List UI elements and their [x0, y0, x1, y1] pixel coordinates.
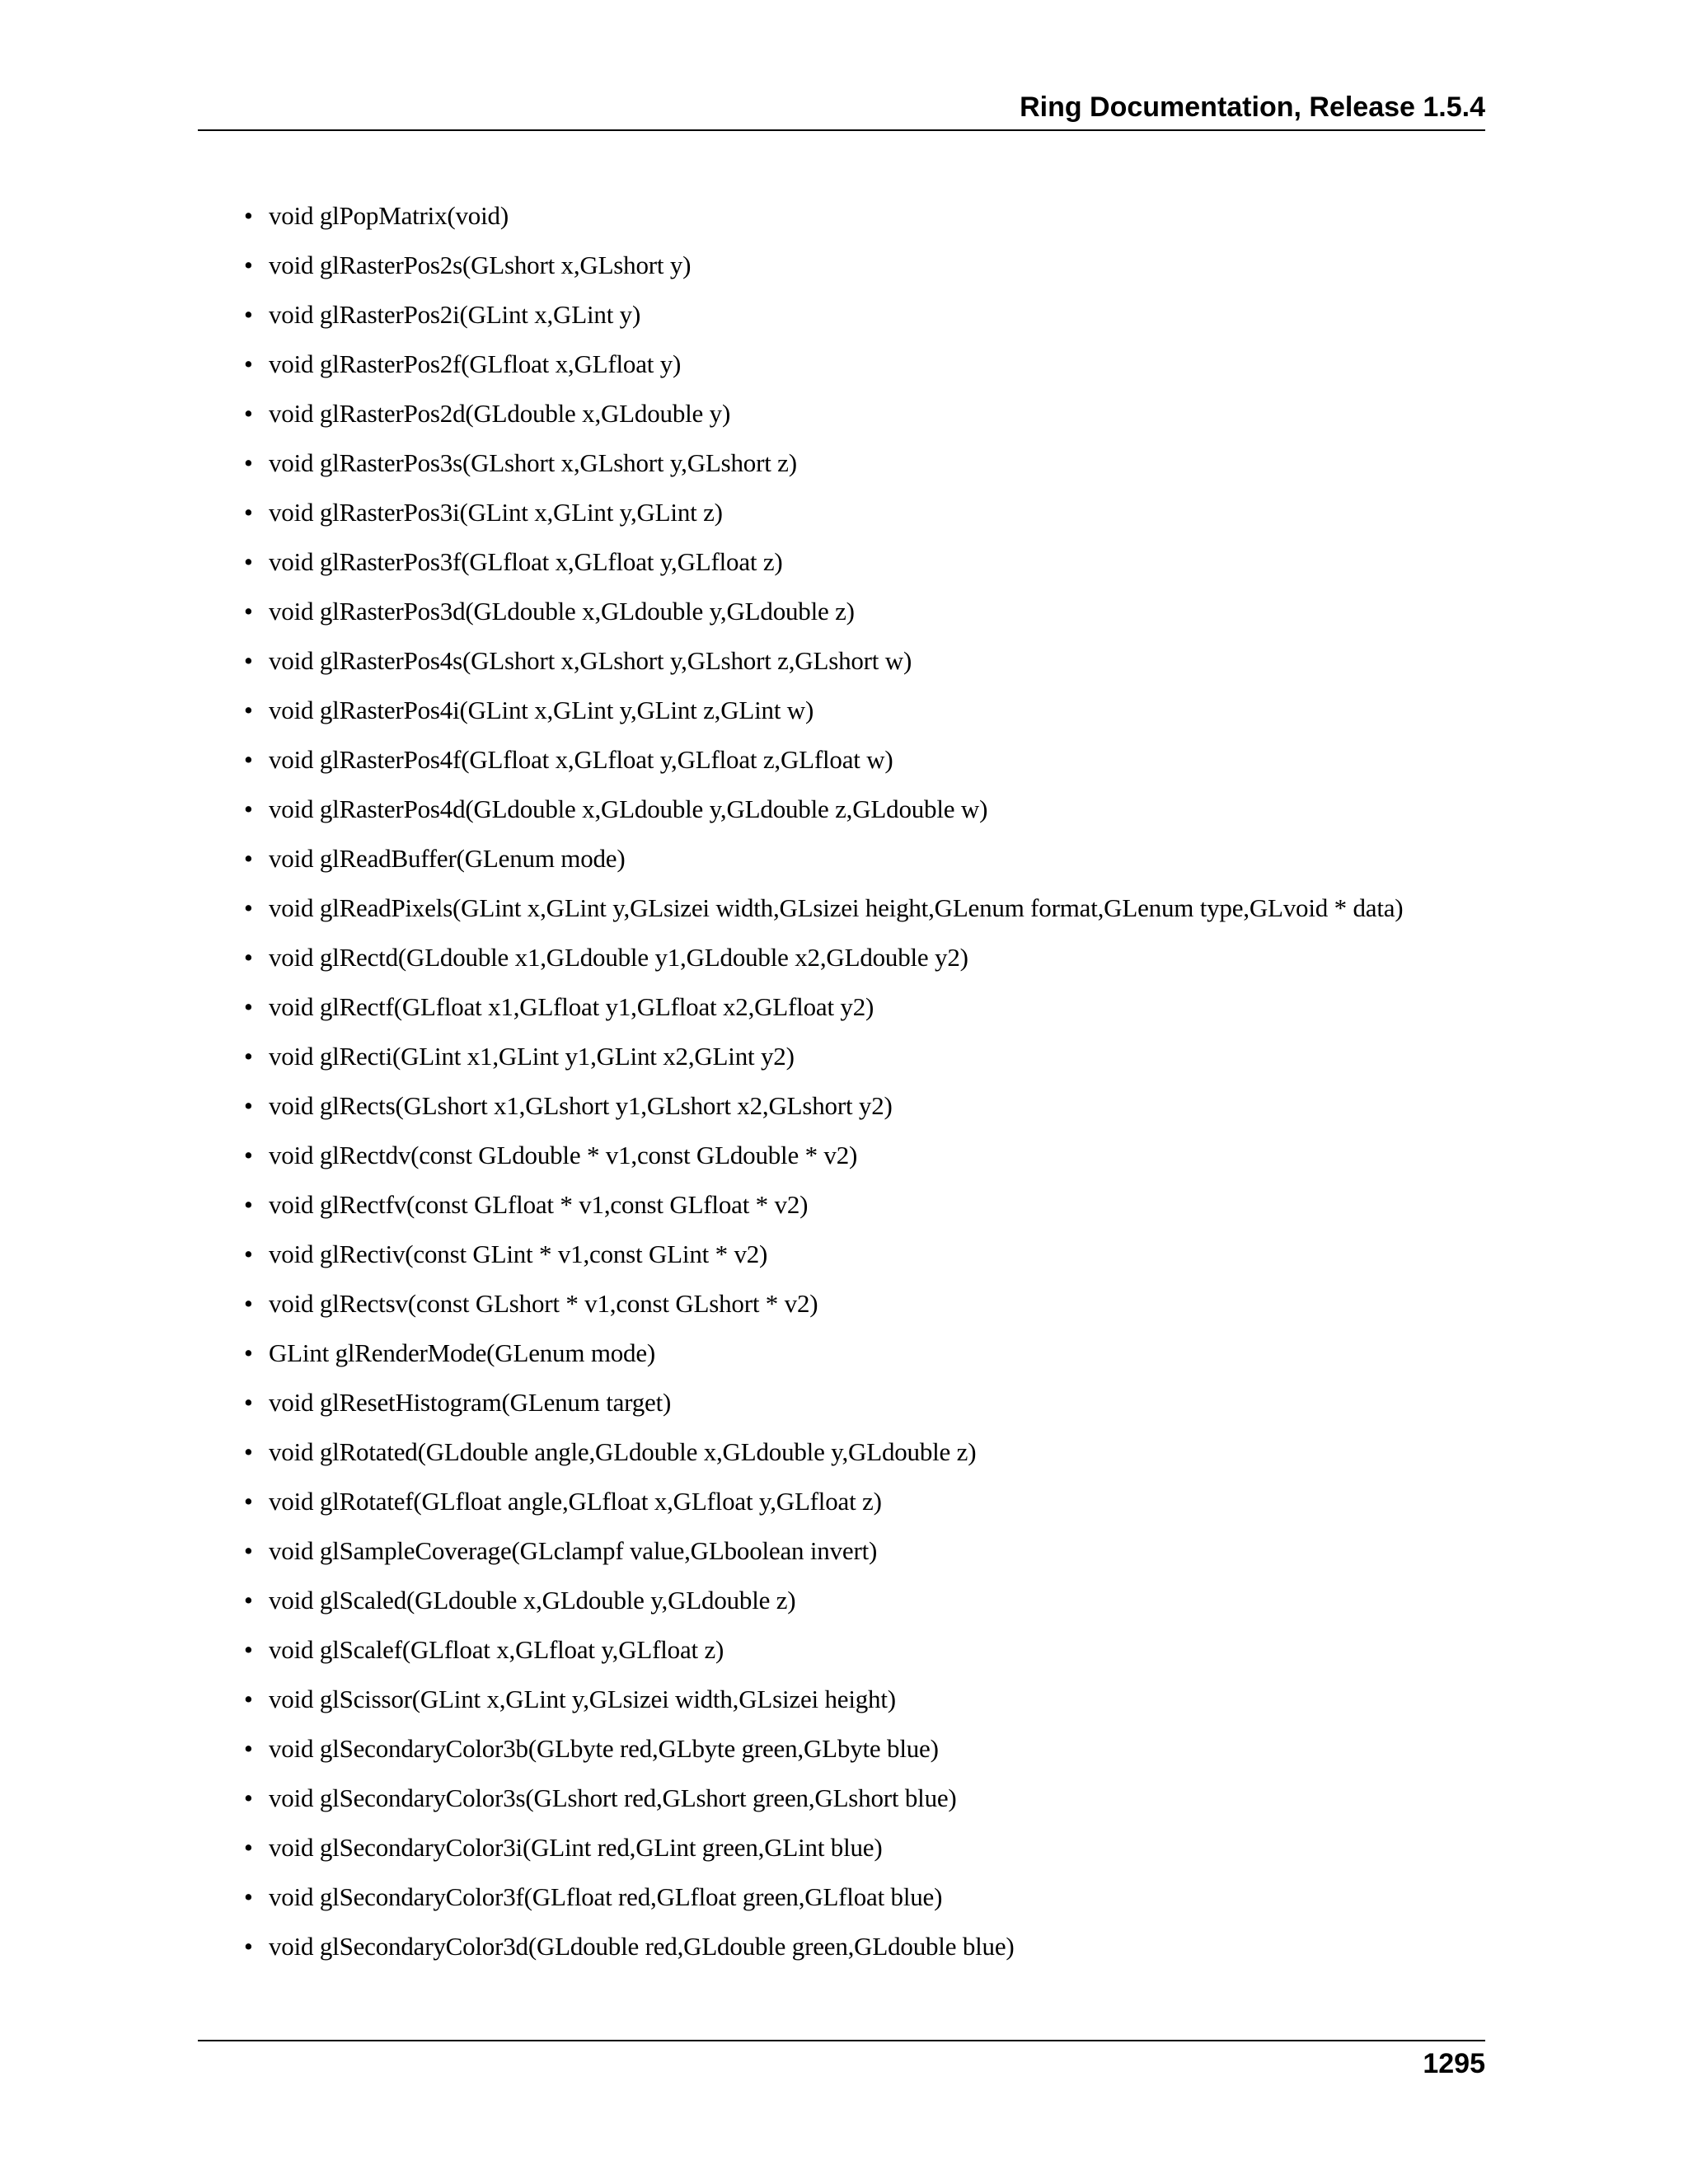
list-item: [244, 443, 1497, 493]
bullet-icon: •: [244, 201, 253, 230]
list-item: [244, 1037, 1497, 1086]
bullet-icon: •: [244, 1042, 253, 1071]
function-signature: void glPopMatrix(void): [269, 201, 509, 230]
header-rule: [198, 129, 1485, 131]
bullet-icon: •: [244, 1734, 253, 1763]
list-item: [244, 1482, 1497, 1531]
bullet-icon: •: [244, 1190, 253, 1219]
bullet-icon: •: [244, 745, 253, 774]
function-signature: void glResetHistogram(GLenum target): [269, 1388, 672, 1417]
list-item: [244, 691, 1497, 740]
function-signature: void glSecondaryColor3i(GLint red,GLint green,GLint blue): [269, 1833, 883, 1862]
bullet-icon: •: [244, 893, 253, 922]
bullet-icon: •: [244, 1091, 253, 1120]
function-signature: void glRasterPos3s(GLshort x,GLshort y,GLshort z): [269, 448, 797, 477]
function-signature: void glRasterPos2s(GLshort x,GLshort y): [269, 251, 692, 279]
bullet-icon: •: [244, 1141, 253, 1169]
function-signature: void glRectd(GLdouble x1,GLdouble y1,GLdouble x2,GLdouble y2): [269, 943, 968, 972]
bullet-icon: •: [244, 448, 253, 477]
bullet-icon: •: [244, 844, 253, 873]
function-signature: void glScalef(GLfloat x,GLfloat y,GLfloat z): [269, 1635, 724, 1664]
list-item: [244, 1136, 1497, 1185]
bullet-icon: •: [244, 1338, 253, 1367]
list-item: [244, 542, 1497, 592]
bullet-icon: •: [244, 498, 253, 527]
list-item: [244, 1680, 1497, 1729]
bullet-icon: •: [244, 1240, 253, 1268]
page-header-title: Ring Documentation, Release 1.5.4: [1020, 91, 1485, 123]
bullet-icon: •: [244, 696, 253, 724]
footer-rule: [198, 2040, 1485, 2041]
function-signature: void glRasterPos3d(GLdouble x,GLdouble y,GLdouble z): [269, 597, 855, 626]
function-signature: void glRectdv(const GLdouble * v1,const GLdouble * v2): [269, 1141, 858, 1169]
function-signature: void glRasterPos2i(GLint x,GLint y): [269, 300, 641, 329]
function-signature: void glRasterPos3i(GLint x,GLint y,GLint z): [269, 498, 723, 527]
function-signature: void glRasterPos4i(GLint x,GLint y,GLint z,GLint w): [269, 696, 814, 724]
function-signature: void glScissor(GLint x,GLint y,GLsizei width,GLsizei height): [269, 1685, 896, 1713]
bullet-icon: •: [244, 349, 253, 378]
function-list: [244, 196, 1497, 1976]
list-item: [244, 493, 1497, 542]
bullet-icon: •: [244, 597, 253, 626]
bullet-icon: •: [244, 1685, 253, 1713]
list-item: [244, 1877, 1497, 1927]
list-item: [244, 344, 1497, 394]
list-item: [244, 1383, 1497, 1432]
function-signature: void glSecondaryColor3f(GLfloat red,GLfloat green,GLfloat blue): [269, 1882, 943, 1911]
bullet-icon: •: [244, 646, 253, 675]
list-item: [244, 839, 1497, 888]
list-item: [244, 592, 1497, 641]
function-signature: void glRectfv(const GLfloat * v1,const GLfloat * v2): [269, 1190, 809, 1219]
bullet-icon: •: [244, 992, 253, 1021]
list-item: [244, 888, 1497, 938]
function-signature: void glRects(GLshort x1,GLshort y1,GLshort x2,GLshort y2): [269, 1091, 893, 1120]
function-signature: void glSecondaryColor3b(GLbyte red,GLbyte green,GLbyte blue): [269, 1734, 939, 1763]
bullet-icon: •: [244, 399, 253, 428]
page-number: 1295: [1423, 2048, 1485, 2079]
list-item: [244, 1779, 1497, 1828]
function-signature: void glRasterPos3f(GLfloat x,GLfloat y,GLfloat z): [269, 547, 783, 576]
function-signature: void glSampleCoverage(GLclampf value,GLboolean invert): [269, 1536, 878, 1565]
function-signature: void glRasterPos4f(GLfloat x,GLfloat y,GLfloat z,GLfloat w): [269, 745, 893, 774]
function-signature: void glRectsv(const GLshort * v1,const GLshort * v2): [269, 1289, 818, 1318]
function-signature: void glReadBuffer(GLenum mode): [269, 844, 626, 873]
list-item: [244, 790, 1497, 839]
function-signature: void glRasterPos2d(GLdouble x,GLdouble y): [269, 399, 731, 428]
list-item: [244, 1630, 1497, 1680]
bullet-icon: •: [244, 300, 253, 329]
list-item: [244, 394, 1497, 443]
list-item: [244, 1333, 1497, 1383]
list-item: [244, 295, 1497, 344]
list-item: [244, 1828, 1497, 1877]
bullet-icon: •: [244, 1882, 253, 1911]
function-signature: void glRasterPos4d(GLdouble x,GLdouble y,GLdouble z,GLdouble w): [269, 794, 988, 823]
bullet-icon: •: [244, 943, 253, 972]
function-signature: void glRotatef(GLfloat angle,GLfloat x,GLfloat y,GLfloat z): [269, 1487, 882, 1516]
list-item: [244, 1235, 1497, 1284]
list-item: [244, 740, 1497, 790]
function-signature: void glSecondaryColor3s(GLshort red,GLshort green,GLshort blue): [269, 1783, 957, 1812]
function-signature: void glRectf(GLfloat x1,GLfloat y1,GLfloat x2,GLfloat y2): [269, 992, 874, 1021]
bullet-icon: •: [244, 1783, 253, 1812]
function-signature: void glRasterPos4s(GLshort x,GLshort y,GLshort z,GLshort w): [269, 646, 912, 675]
bullet-icon: •: [244, 251, 253, 279]
bullet-icon: •: [244, 1833, 253, 1862]
bullet-icon: •: [244, 794, 253, 823]
function-signature: void glRecti(GLint x1,GLint y1,GLint x2,GLint y2): [269, 1042, 795, 1071]
bullet-icon: •: [244, 1932, 253, 1961]
list-item: [244, 641, 1497, 691]
function-signature: void glRectiv(const GLint * v1,const GLint * v2): [269, 1240, 768, 1268]
function-signature: void glReadPixels(GLint x,GLint y,GLsizei width,GLsizei height,GLenum format,GLenum type,GLvoid * data): [269, 893, 1404, 922]
list-item: [244, 1432, 1497, 1482]
bullet-icon: •: [244, 1487, 253, 1516]
list-item: [244, 1086, 1497, 1136]
bullet-icon: •: [244, 1388, 253, 1417]
list-item: [244, 1185, 1497, 1235]
bullet-icon: •: [244, 1586, 253, 1615]
list-item: [244, 1581, 1497, 1630]
function-signature: GLint glRenderMode(GLenum mode): [269, 1338, 656, 1367]
list-item: [244, 1927, 1497, 1976]
bullet-icon: •: [244, 1536, 253, 1565]
function-signature: void glScaled(GLdouble x,GLdouble y,GLdouble z): [269, 1586, 796, 1615]
bullet-icon: •: [244, 1289, 253, 1318]
list-item: [244, 1729, 1497, 1779]
bullet-icon: •: [244, 547, 253, 576]
list-item: [244, 246, 1497, 295]
function-signature: void glSecondaryColor3d(GLdouble red,GLdouble green,GLdouble blue): [269, 1932, 1015, 1961]
bullet-icon: •: [244, 1635, 253, 1664]
list-item: [244, 196, 1497, 246]
list-item: [244, 1284, 1497, 1333]
list-item: [244, 987, 1497, 1037]
function-signature: void glRasterPos2f(GLfloat x,GLfloat y): [269, 349, 682, 378]
bullet-icon: •: [244, 1437, 253, 1466]
function-signature: void glRotated(GLdouble angle,GLdouble x,GLdouble y,GLdouble z): [269, 1437, 977, 1466]
list-item: [244, 938, 1497, 987]
list-item: [244, 1531, 1497, 1581]
